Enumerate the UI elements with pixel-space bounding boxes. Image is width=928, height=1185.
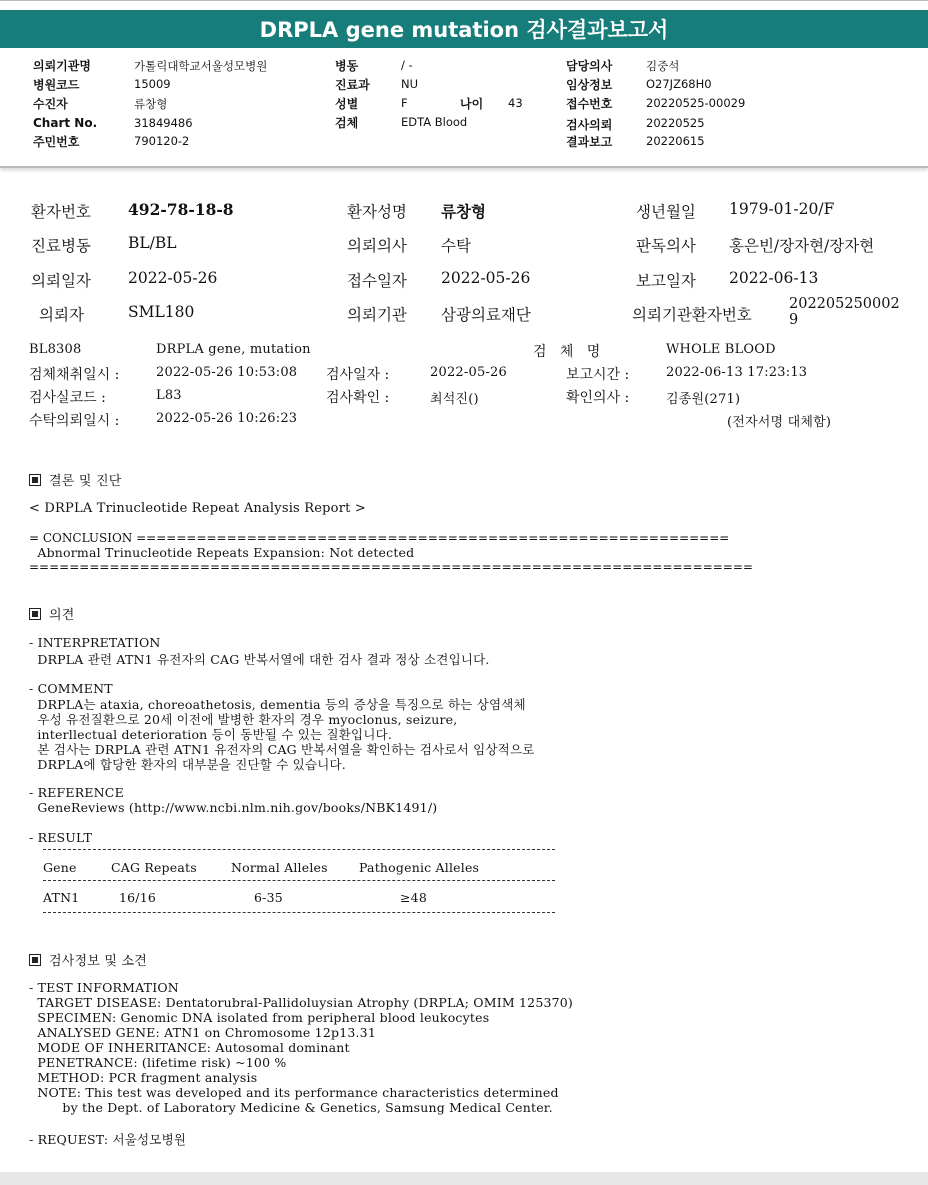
result-divider: [43, 912, 555, 913]
patient-label: 보고일자: [636, 272, 696, 290]
reporttime-value: 2022-06-13 17:23:13: [666, 365, 808, 380]
patient-label: 환자성명: [347, 203, 407, 221]
result-title: - RESULT: [29, 830, 93, 845]
result-header-gene: Gene: [43, 860, 77, 875]
header-value: 790120-2: [134, 134, 190, 148]
patient-label: 의뢰의사: [347, 237, 407, 255]
patient-label: 접수일자: [347, 272, 407, 290]
square-bullet-icon: [29, 954, 41, 966]
result-header-cag: CAG Repeats: [111, 860, 197, 875]
header-value: 15009: [134, 77, 171, 91]
patient-label: 의뢰기관: [347, 306, 407, 324]
lab-value: L83: [156, 388, 182, 403]
result-normal: 6-35: [254, 890, 283, 905]
testdate-label: 검사일자 :: [326, 367, 390, 383]
conclusion-text: Abnormal Trinucleotide Repeats Expansion: Not detected: [29, 545, 415, 560]
info-line: PENETRANCE: (lifetime risk) ~100 %: [29, 1055, 287, 1070]
patient-label: 진료병동: [31, 237, 91, 255]
header-value: / -: [401, 58, 413, 72]
result-gene: ATN1: [43, 890, 80, 905]
header-value: F: [401, 96, 408, 110]
info-line: ANALYSED GENE: ATN1 on Chromosome 12p13.31: [29, 1025, 376, 1040]
patient-label: 판독의사: [636, 237, 696, 255]
patient-value: 수탁: [441, 237, 471, 255]
header-value: 가톨릭대학교서울성모병원: [134, 59, 268, 73]
header-value: 20220525: [646, 116, 705, 130]
patient-label: 의뢰자: [39, 306, 84, 324]
header-value: EDTA Blood: [401, 115, 468, 129]
age-label: 나이: [460, 97, 484, 111]
patient-value: 2022-05-26: [441, 269, 531, 287]
header-label: 의뢰기관명: [33, 59, 91, 73]
result-pathogenic: ≥48: [400, 890, 427, 905]
reporttime-label: 보고시간 :: [566, 367, 630, 383]
info-line: SPECIMEN: Genomic DNA isolated from peripheral blood leukocytes: [29, 1010, 490, 1025]
reference-title: - REFERENCE: [29, 785, 124, 800]
specimen-value: WHOLE BLOOD: [666, 342, 776, 357]
confirm-value: 최석진(): [430, 392, 479, 407]
opinion-heading: 의견: [29, 604, 75, 623]
test-code: BL8308: [29, 342, 82, 357]
result-header-pathogenic: Pathogenic Alleles: [359, 860, 480, 875]
info-line: NOTE: This test was developed and its performance characteristics determined: [29, 1085, 559, 1100]
comment-line: interllectual deterioration 등이 동반될 수 있는 질환입니다.: [29, 727, 393, 742]
header-label: 검체: [335, 116, 359, 130]
age-value: 43: [508, 96, 523, 110]
interpretation-text: DRPLA 관련 ATN1 유전자의 CAG 반복서열에 대한 검사 결과 정상 소견입니다.: [29, 652, 490, 667]
patient-value: 삼광의료재단: [441, 306, 531, 324]
header-label: 접수번호: [566, 97, 613, 111]
request-value: 2022-05-26 10:26:23: [156, 411, 298, 426]
header-label: 담당의사: [566, 59, 613, 73]
patient-value: 홍은빈/장자현/장자현: [729, 237, 875, 255]
info-line: by the Dept. of Laboratory Medicine & Genetics, Samsung Medical Center.: [29, 1100, 553, 1115]
lab-label: 검사실코드 :: [29, 390, 106, 406]
report-subtitle: < DRPLA Trinucleotide Repeat Analysis Report >: [29, 501, 366, 516]
result-divider: [43, 849, 555, 850]
comment-line: DRPLA는 ataxia, choreoathetosis, dementia 등의 증상을 특징으로 하는 상염색체: [29, 697, 526, 712]
header-label: 성별: [335, 97, 359, 111]
square-bullet-icon: [29, 474, 41, 486]
patient-value: 202205250002 9: [789, 296, 900, 328]
patient-label: 생년월일: [636, 203, 696, 221]
collect-value: 2022-05-26 10:53:08: [156, 365, 298, 380]
conclusion-line: = CONCLUSION ===========================================================: [29, 531, 730, 545]
result-divider: [43, 880, 555, 881]
header-label: 결과보고: [566, 135, 613, 149]
header-value: O27JZ68H0: [646, 77, 712, 91]
testdate-value: 2022-05-26: [430, 365, 507, 380]
header-value: 20220525-00029: [646, 96, 746, 110]
comment-line: DRPLA에 합당한 환자의 대부분을 진단할 수 있습니다.: [29, 757, 346, 772]
patient-name: 류창형: [441, 202, 486, 221]
report-header: [0, 48, 928, 168]
info-title: - TEST INFORMATION: [29, 980, 179, 995]
patient-label: 의뢰기관환자번호: [632, 306, 752, 324]
test-name: DRPLA gene, mutation: [156, 342, 311, 357]
patient-label: 의뢰일자: [31, 272, 91, 290]
report-title: DRPLA gene mutation 검사결과보고서: [0, 10, 928, 48]
header-label: 검사의뢰: [566, 118, 613, 132]
info-heading: 검사정보 및 소견: [29, 950, 147, 969]
comment-line: 본 검사는 DRPLA 관련 ATN1 유전자의 CAG 반복서열을 확인하는 검사로서 임상적으로: [29, 742, 535, 757]
header-value: 31849486: [134, 116, 193, 130]
interpretation-title: - INTERPRETATION: [29, 635, 161, 650]
header-label: 병동: [335, 59, 359, 73]
header-value: NU: [401, 77, 419, 91]
specimen-label: 검 체 명: [533, 344, 601, 360]
header-label: Chart No.: [33, 116, 98, 130]
page-footer-bar: [0, 1172, 928, 1185]
comment-title: - COMMENT: [29, 681, 113, 696]
conclusion-heading: 결론 및 진단: [29, 470, 121, 489]
patient-value: 2022-06-13: [729, 269, 819, 287]
info-line: MODE OF INHERITANCE: Autosomal dominant: [29, 1040, 350, 1055]
patient-value: BL/BL: [128, 234, 177, 252]
info-line: TARGET DISEASE: Dentatorubral-Pallidoluysian Atrophy (DRPLA; OMIM 125370): [29, 995, 574, 1010]
header-label: 병원코드: [33, 78, 80, 92]
conclusion-end-line: ========================================================================: [29, 560, 753, 574]
patient-label: 환자번호: [31, 203, 91, 221]
request-label: 수탁의뢰일시 :: [29, 413, 120, 429]
patient-id: 492-78-18-8: [128, 200, 234, 219]
header-label: 수진자: [33, 97, 68, 111]
patient-value: 1979-01-20/F: [729, 200, 835, 218]
result-cag: 16/16: [119, 890, 157, 905]
esign-note: (전자서명 대체함): [727, 415, 832, 430]
square-bullet-icon: [29, 608, 41, 620]
patient-value: 2022-05-26: [128, 269, 218, 287]
confirm-label: 검사확인 :: [326, 390, 390, 406]
header-value: 20220615: [646, 134, 705, 148]
reference-text: GeneReviews (http://www.ncbi.nlm.nih.gov/books/NBK1491/): [29, 800, 438, 815]
comment-line: 우성 유전질환으로 20세 이전에 발병한 환자의 경우 myoclonus, seizure,: [29, 712, 458, 727]
collect-label: 검체채취일시 :: [29, 367, 120, 383]
patient-value: SML180: [128, 303, 195, 321]
header-label: 임상정보: [566, 78, 613, 92]
header-label: 진료과: [335, 78, 370, 92]
header-value: 김중석: [646, 59, 680, 73]
doctor-value: 김종원(271): [666, 392, 741, 407]
result-header-normal: Normal Alleles: [231, 860, 328, 875]
header-value: 류창형: [134, 97, 168, 111]
request-line: - REQUEST: 서울성모병원: [29, 1132, 187, 1147]
doctor-label: 확인의사 :: [566, 390, 630, 406]
info-line: METHOD: PCR fragment analysis: [29, 1070, 258, 1085]
header-label: 주민번호: [33, 135, 80, 149]
